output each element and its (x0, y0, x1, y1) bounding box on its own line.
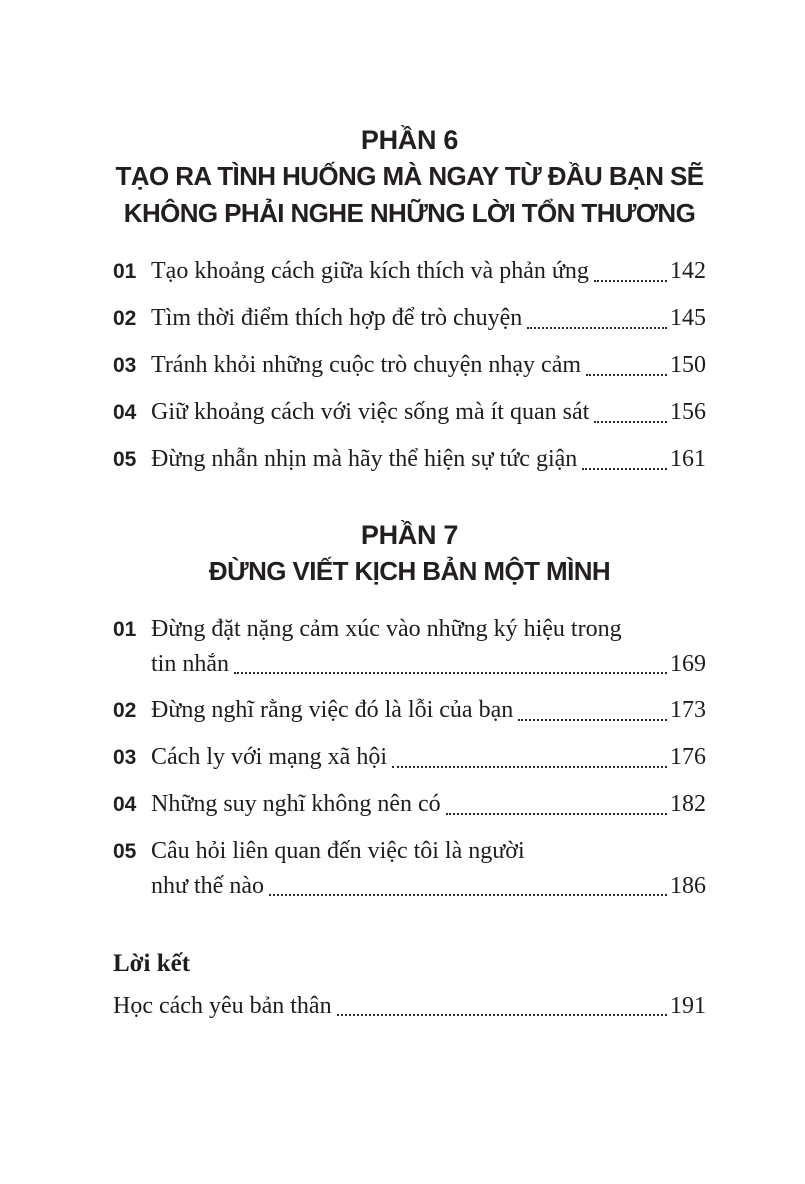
dot-leader (392, 766, 667, 768)
entry-page-number: 150 (670, 352, 706, 378)
toc-entry (113, 444, 706, 475)
part-6-title (113, 158, 706, 232)
entry-title: Câu hỏi liên quan đến việc tôi là người (151, 838, 525, 864)
part-6-label: PHẦN 6 (360, 125, 459, 155)
toc-section-part-6 (113, 122, 706, 475)
dot-leader (594, 280, 667, 282)
part-7-label: PHẦN 7 (360, 520, 459, 550)
toc-entry (113, 256, 706, 287)
entry-title: Đừng nhẫn nhịn mà hãy thể hiện sự tức giận (151, 446, 578, 472)
entry-line-2 (113, 649, 706, 679)
part-7-items (113, 614, 706, 901)
dot-leader (234, 672, 667, 674)
part-6-title-line-1: TẠO RA TÌNH HUỐNG MÀ NGAY TỪ ĐẦU BẠN SẼ (115, 161, 704, 191)
toc-entry (113, 789, 706, 820)
part-7-title-line-1: ĐỪNG VIẾT KỊCH BẢN MỘT MÌNH (208, 556, 611, 586)
dot-leader (446, 813, 667, 815)
entry-title: Tránh khỏi những cuộc trò chuyện nhạy cảm (151, 352, 582, 378)
part-6-title-line-2: KHÔNG PHẢI NGHE NHỮNG LỜI TỔN THƯƠNG (123, 198, 696, 228)
dot-leader (518, 719, 667, 721)
dot-leader (586, 374, 667, 376)
entry-page-number: 169 (670, 651, 706, 677)
toc-entry-multiline (113, 614, 706, 679)
entry-page-number: 142 (670, 258, 706, 284)
toc-entry (113, 991, 706, 1021)
entry-number: 02 (113, 699, 137, 722)
entry-number: 03 (113, 746, 137, 769)
entry-title: Học cách yêu bản thân (113, 993, 332, 1019)
dot-leader (527, 327, 667, 329)
entry-number: 05 (113, 840, 137, 863)
entry-number: 01 (113, 260, 137, 283)
toc-entry-multiline (113, 836, 706, 901)
entry-number: 03 (113, 354, 137, 377)
dot-leader (594, 421, 667, 423)
entry-page-number: 186 (670, 873, 706, 899)
entry-number: 02 (113, 307, 137, 330)
dot-leader (582, 468, 667, 470)
entry-page-number: 161 (670, 446, 706, 472)
toc-section-outro (113, 949, 706, 1021)
entry-page-number: 173 (670, 697, 706, 723)
entry-title: Tìm thời điểm thích hợp để trò chuyện (151, 305, 523, 331)
toc-content (113, 122, 706, 1021)
entry-number: 01 (113, 618, 137, 641)
entry-number: 05 (113, 448, 137, 471)
toc-entry (113, 742, 706, 773)
toc-entry (113, 350, 706, 381)
outro-label: Lời kết (113, 950, 191, 977)
entry-title: Đừng đặt nặng cảm xúc vào những ký hiệu trong (151, 616, 622, 642)
part-6-items (113, 256, 706, 475)
entry-title: Tạo khoảng cách giữa kích thích và phản ứng (151, 258, 589, 284)
toc-entry (113, 303, 706, 334)
entry-title-continued: như thế nào (151, 873, 264, 899)
entry-page-number: 156 (670, 399, 706, 425)
toc-entry (113, 695, 706, 726)
entry-line-1 (113, 614, 706, 645)
entry-line-2 (113, 871, 706, 901)
dot-leader (337, 1014, 667, 1016)
entry-title-continued: tin nhắn (151, 651, 229, 677)
entry-number: 04 (113, 793, 137, 816)
entry-page-number: 176 (670, 744, 706, 770)
toc-entry (113, 397, 706, 428)
entry-page-number: 182 (670, 791, 706, 817)
part-7-title (113, 553, 706, 590)
dot-leader (269, 894, 667, 896)
entry-title: Giữ khoảng cách với việc sống mà ít quan sát (151, 399, 590, 425)
entry-title: Cách ly với mạng xã hội (151, 744, 387, 770)
entry-page-number: 145 (670, 305, 706, 331)
entry-page-number: 191 (670, 993, 706, 1019)
entry-title: Những suy nghĩ không nên có (151, 791, 441, 817)
toc-section-part-7 (113, 517, 706, 901)
entry-title: Đừng nghĩ rằng việc đó là lỗi của bạn (151, 697, 514, 723)
entry-line-1 (113, 836, 706, 867)
entry-number: 04 (113, 401, 137, 424)
